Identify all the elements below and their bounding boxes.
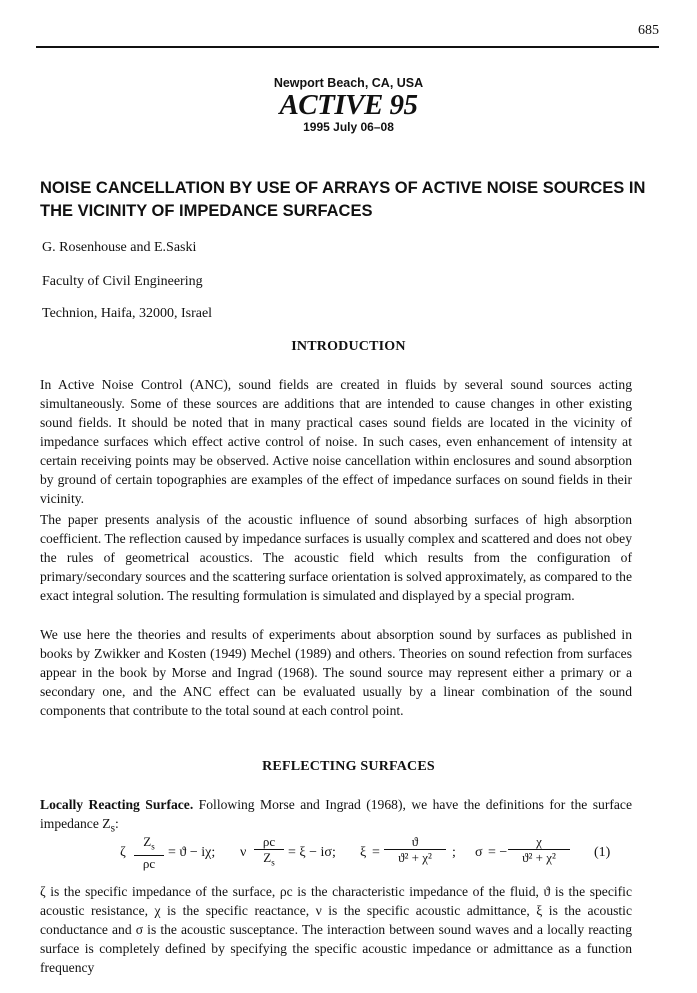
authors: G. Rosenhouse and E.Saski — [42, 240, 197, 255]
equation-number: (1) — [594, 845, 611, 860]
eq-denominator: ϑ² + χ² — [398, 850, 432, 865]
lead-text: Following Morse and Ingrad (1968), we have the definitions for the surface impedance Z — [40, 797, 632, 831]
eq-denominator: $Z_s$ — [263, 850, 275, 868]
eq-numerator: $Z_s$ — [134, 834, 164, 856]
lead-end: : — [115, 815, 119, 831]
definitions-paragraph: ζ is the specific impedance of the surface, ρc is the characteristic impedance of the fluid, ϑ is the specific acoustic resistance, χ is the specific reactance, ν is the specific acoustic admittance, ξ is the acoustic conductance and σ is the acoustic susceptance. The interaction between sound waves and a locally reacting surface is completely defined by specifying the specific acoustic impedance or admittance as a function frequency — [40, 884, 632, 975]
header-rule — [36, 46, 659, 48]
section-heading-reflecting-surfaces: REFLECTING SURFACES — [262, 759, 435, 774]
eq-zeta: ζ — [120, 845, 126, 860]
conference-location: Newport Beach, CA, USA — [273, 76, 424, 90]
eq-fraction-sigma — [508, 834, 570, 866]
eq-equals: = — [372, 845, 380, 860]
page-number: 685 — [638, 23, 659, 38]
eq-fraction-rhoc-zs — [254, 834, 284, 871]
eq-equals-minus: = − — [488, 845, 508, 860]
eq-part-1: = ϑ − iχ; — [168, 845, 216, 860]
intro-paragraph: In Active Noise Control (ANC), sound fields are created in fluids by several sound sources acting simultaneously. Some of these sources are additions that are intended to cause changes in other existing sound fields. It should be noted that in many practical cases sound fields are located in the vicinity of impedance surfaces which effect active control of noise. In such cases, even enhancement of intensity at certain receiving points may be observed. Active noise cancellation within enclosures and sound absorption by ground of certain topographies are examples of the effect of impedance surfaces on sound fields in their vicinity. — [40, 377, 632, 506]
equation-1 — [0, 832, 697, 874]
eq-xi: ξ — [360, 845, 367, 860]
eq-numerator: χ — [508, 834, 570, 850]
eq-sigma: σ — [475, 845, 483, 860]
conference-header — [0, 76, 697, 135]
eq-numerator: ρc — [254, 834, 284, 850]
run-in-heading: Locally Reacting Surface. — [40, 797, 194, 812]
paper-title: NOISE CANCELLATION BY USE OF ARRAYS OF ACTIVE NOISE SOURCES IN THE VICINITY OF IMPEDANCE SURFACES — [40, 179, 646, 220]
intro-paragraph: We use here the theories and results of experiments about absorption sound by surfaces as published in books by Zwikker and Kosten (1949) Mechel (1989) and others. Theories on sound refection from surfaces appear in the book by Morse and Ingrad (1968). The sound source may represent either a primary or a secondary one, and the ANC effect can be evaluated usually by a linear combination of the sound components that contribute to the total sound at each control point. — [40, 627, 632, 718]
eq-denominator: ρc — [142, 855, 156, 871]
eq-fraction-zs-rhoc — [134, 834, 164, 872]
intro-paragraph: The paper presents analysis of the acoustic influence of sound absorbing surfaces of high absorption coefficient. The reflection caused by impedance surfaces is usually complex and scattered and does not obey the rules of geometrical acoustics. The acoustic field which results from the configuration of primary/secondary sources and the scattering surface orientation is solved approximately, as compared to the exact integral solution. The resulting formulation is simulated and displayed by a special program. — [40, 512, 632, 603]
address: Technion, Haifa, 32000, Israel — [42, 306, 213, 321]
eq-denominator: ϑ² + χ² — [522, 850, 556, 865]
eq-nu: ν — [240, 845, 247, 860]
eq-semicolon: ; — [452, 845, 456, 860]
eq-numerator: ϑ — [384, 834, 446, 850]
affiliation: Faculty of Civil Engineering — [42, 274, 203, 289]
conference-name: ACTIVE 95 — [279, 89, 418, 121]
eq-fraction-xi — [384, 834, 446, 866]
section-heading-introduction: INTRODUCTION — [291, 339, 406, 354]
lead-subscript: s — [110, 822, 115, 835]
eq-part-2: = ξ − iσ; — [288, 845, 336, 860]
conference-dates: 1995 July 06–08 — [303, 120, 394, 134]
